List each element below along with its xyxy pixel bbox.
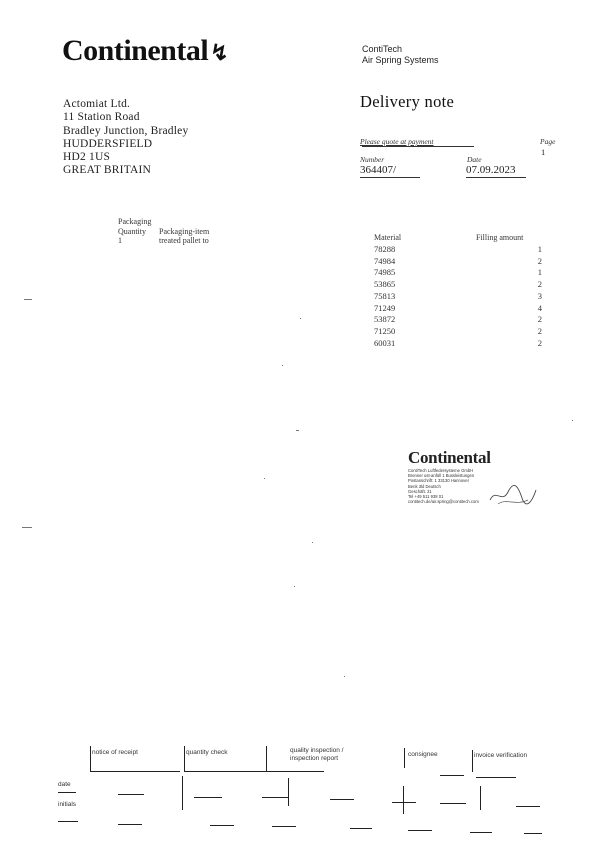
footer-row-initials: initials [58, 801, 77, 808]
scan-mark [296, 430, 299, 431]
footer-rule [194, 797, 222, 798]
number-label: Number [360, 155, 385, 164]
footer-rule [350, 828, 372, 829]
address-line: HD2 1US [63, 151, 111, 164]
footer-divider [182, 776, 183, 810]
amount-cell: 1 [537, 267, 542, 278]
material-cell: 74985 [374, 267, 396, 278]
footer-rule [440, 803, 466, 804]
amount-cell: 3 [537, 290, 542, 301]
page-label: Page [540, 137, 556, 146]
footer-rule [524, 833, 542, 834]
footer-divider [288, 778, 289, 806]
amount-cell: 2 [537, 255, 542, 266]
scan-mark [312, 542, 313, 543]
material-cell: 78288 [374, 244, 396, 254]
footer-divider [266, 746, 267, 772]
stamp-line: Postanschrift: 1 33130 Hannover [408, 478, 469, 484]
footer-label-receipt: notice of receipt [92, 749, 138, 756]
stamp-logo: Continental [408, 448, 491, 467]
footer-rule [516, 806, 540, 807]
logo-text: Continental [62, 34, 209, 67]
footer-rule [58, 821, 78, 822]
quantity-header: Quantity [118, 226, 146, 236]
amount-cell: 2 [537, 314, 542, 325]
footer-rule [330, 799, 354, 800]
material-header: Material [374, 233, 402, 242]
footer-rule [262, 797, 288, 798]
footer-label-quantity: quantity check [186, 749, 228, 756]
stamp-line: ContiTech Luftfedersysteme GmbH [408, 468, 474, 473]
amount-cell: 2 [537, 337, 542, 348]
issuer-line-1: ContiTech [362, 44, 403, 54]
packaging-heading: Packaging [118, 217, 152, 226]
scan-mark [300, 318, 301, 319]
footer-divider [480, 786, 481, 810]
packaging-item: treated pallet to [159, 236, 209, 245]
footer-rule [184, 771, 266, 772]
footer-rule [118, 824, 142, 825]
footer-label-quality: quality inspection / inspection report [290, 747, 344, 762]
amount-cell: 4 [537, 302, 542, 313]
footer-rule [58, 792, 76, 793]
footer-rule [470, 832, 492, 833]
company-logo [62, 34, 228, 68]
material-cell: 71249 [374, 302, 396, 313]
amount-cell: 2 [537, 279, 542, 290]
scan-mark [282, 365, 283, 366]
footer-rule [90, 771, 180, 772]
date-rule [466, 177, 526, 178]
footer-rule [440, 775, 464, 776]
material-cell: 53872 [374, 314, 396, 325]
address-line: Actomiat Ltd. [63, 98, 131, 110]
issuer-block [362, 44, 439, 66]
stamp-line: Benk 3ld Deutsch [408, 483, 441, 489]
number-rule [360, 177, 420, 178]
footer-divider [184, 746, 185, 772]
stamp-line: Brenner ust-anfüll 1 Bussleistungen [408, 473, 475, 479]
footer-rule [476, 777, 516, 778]
footer-label-consignee: consignee [408, 751, 438, 758]
stamp-line: Geschäft. 21 [408, 488, 432, 494]
address-line: GREAT BRITAIN [63, 164, 152, 177]
scan-mark [572, 420, 573, 421]
amount-cell: 1 [537, 244, 542, 254]
material-cell: 60031 [374, 337, 396, 348]
footer-rule [408, 830, 432, 831]
document-title: Delivery note [360, 92, 455, 111]
packaging-block [118, 217, 209, 246]
number-value: 364407/ [360, 164, 397, 176]
stamp-line: contitech.de/air.spring@contitech.com [408, 499, 479, 505]
footer-rule [266, 771, 324, 772]
signature [488, 482, 538, 508]
scan-mark [264, 478, 265, 479]
packaging-item-header: Packaging-item [159, 226, 210, 236]
footer-rule [392, 802, 416, 803]
page-value: 1 [541, 147, 546, 157]
filling-amount-header: Filling amount [476, 233, 524, 242]
horse-icon: ↯ [210, 40, 229, 65]
footer-divider [403, 786, 404, 814]
footer-row-date: date [58, 781, 71, 788]
quote-rule [362, 146, 474, 147]
material-column [374, 244, 395, 349]
scan-mark [22, 527, 32, 528]
address-line: 11 Station Road [63, 111, 140, 124]
footer-rule [210, 825, 234, 826]
scan-mark [24, 299, 32, 300]
address-line: Bradley Junction, Bradley [63, 124, 189, 137]
scan-mark [294, 586, 295, 587]
date-value: 07.09.2023 [466, 164, 516, 176]
footer-divider [472, 750, 473, 772]
material-cell: 71250 [374, 325, 396, 336]
material-cell: 75813 [374, 290, 396, 301]
material-cell: 53865 [374, 279, 396, 290]
date-label: Date [467, 155, 482, 164]
amount-column [520, 244, 542, 349]
footer-rule [272, 826, 296, 827]
stamp-line: Tel +49 511 938 01 [408, 494, 444, 500]
footer-divider [90, 746, 91, 772]
footer-rule [118, 794, 144, 795]
amount-cell: 2 [537, 325, 542, 336]
issuer-line-2: Air Spring Systems [362, 55, 439, 65]
packaging-quantity: 1 [118, 236, 122, 245]
recipient-address [63, 98, 188, 178]
footer-divider [404, 748, 405, 768]
quote-label: Please quote at payment [360, 137, 434, 146]
scan-mark [344, 676, 345, 677]
address-line: HUDDERSFIELD [63, 137, 153, 150]
footer-label-invoice: invoice verification [474, 752, 528, 759]
material-cell: 74984 [374, 255, 396, 266]
